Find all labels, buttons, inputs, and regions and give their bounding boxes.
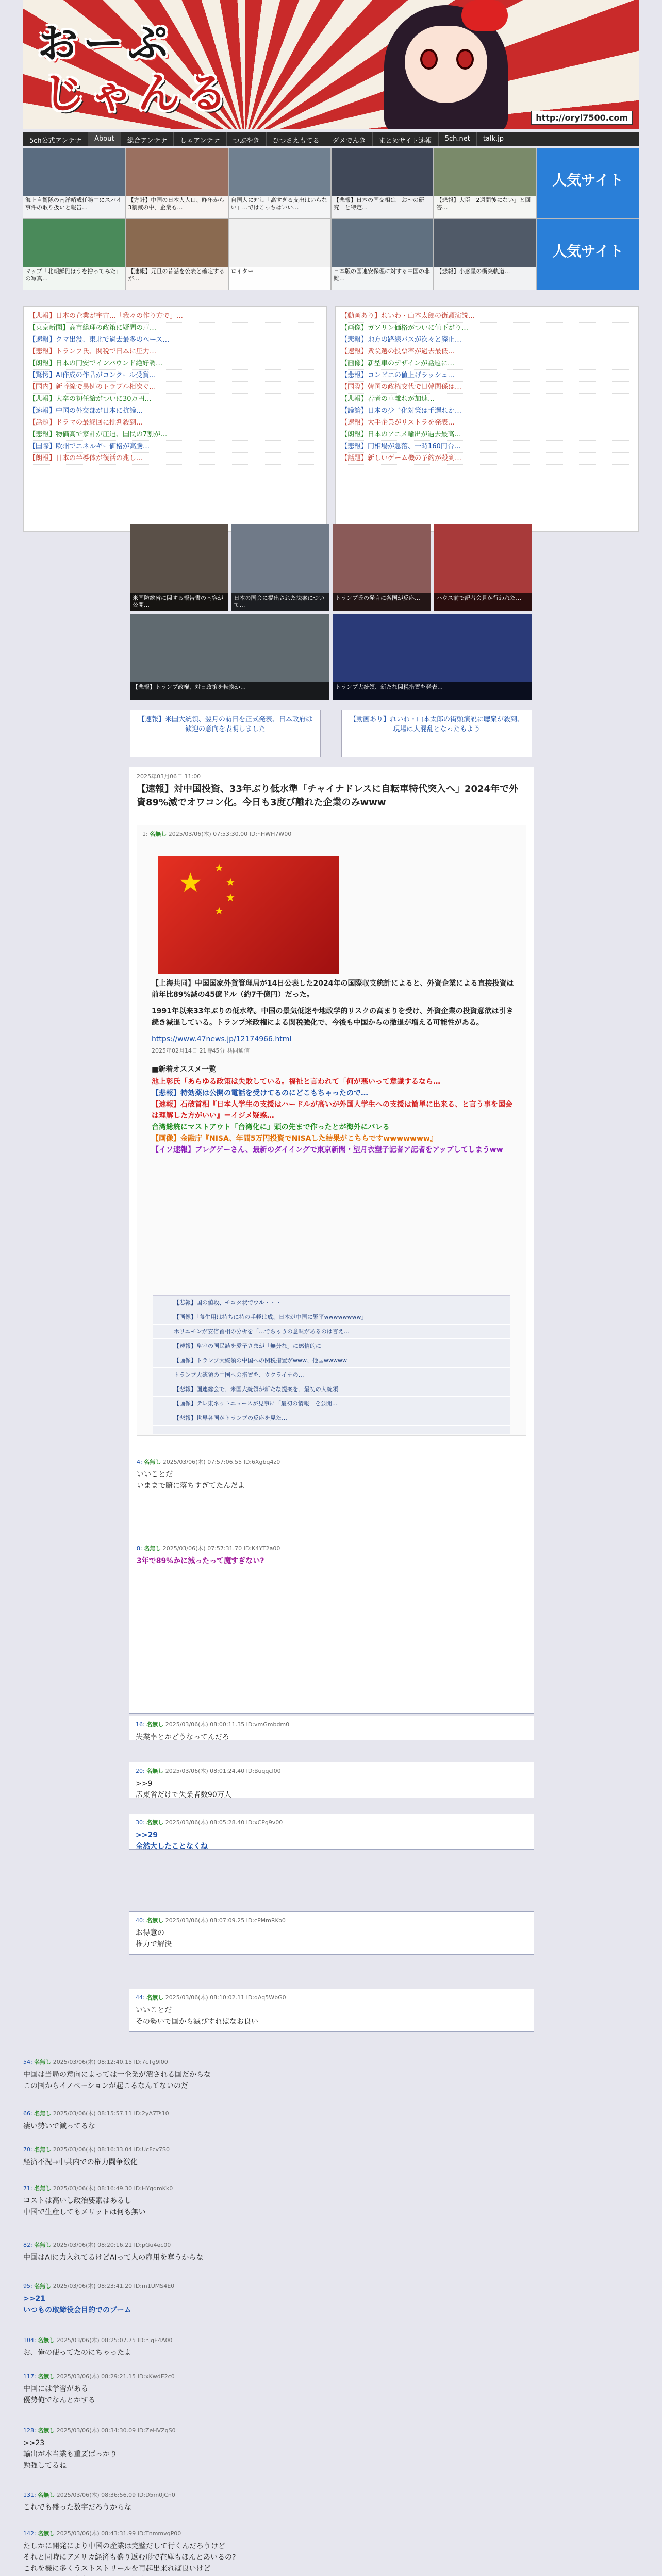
photo-card[interactable]: [130, 524, 228, 611]
reply-date: 2025/03/06(木) 08:36:56.09 ID:D5m0jCn0: [56, 2492, 175, 2498]
photo-card[interactable]: [130, 614, 329, 700]
thumb-card[interactable]: [23, 219, 125, 290]
mascot-illustration: [353, 0, 539, 129]
reply-date: 2025/03/06(木) 08:20:16.21 ID:pGu4ec00: [53, 2242, 171, 2248]
flag-big-star-icon: ★: [178, 868, 203, 899]
thumb-caption: 日本版の国連安保理に対する中国の非難…: [332, 267, 433, 290]
reply-block: [23, 2424, 632, 2473]
post-paragraph: 1991年以来33年ぶりの低水準。中国の景気低迷や地政学的リスクの高まりを受け、外資企業の投資意欲は引き続き減退している。トランプ米政権による関税強化で、今後も中国からの撤退が増える可能性がある。: [152, 1007, 514, 1027]
rss-link[interactable]: 【東京新聞】高市総理の政策に疑問の声…: [29, 323, 321, 334]
thumb-card[interactable]: [434, 219, 536, 290]
related-link[interactable]: 【悲報】国連総会で、米国大統領が新たな提案を、最初の大統領: [153, 1382, 510, 1397]
reply-body: >>23 輸出が本当業も重要ばっかり 勉強してるね: [23, 2439, 117, 2470]
reply-number[interactable]: 104:: [23, 2337, 36, 2344]
recommend-heading: ■新着オススメ一覧: [152, 1065, 217, 1074]
article-date: 2025年03月06日 11:00: [137, 773, 201, 780]
rss-link[interactable]: 【速報】大手企業がリストラを発表…: [341, 417, 633, 429]
next-article-link[interactable]: 【動画あり】れいわ・山本太郎の街頭演説に聴衆が殺到、現場は大混乱となったもよう: [341, 710, 532, 757]
reply-date: 2025/03/06(木) 08:01:24.40 ID:Buqqcl00: [165, 1768, 281, 1774]
reply-date: 2025/03/06(木) 08:25:07.75 ID:hjqE4A00: [56, 2337, 173, 2344]
reply-block: [23, 2107, 632, 2134]
reply-number[interactable]: 131:: [23, 2492, 36, 2498]
photo-caption: トランプ大統領、新たな関税措置を発表…: [333, 682, 532, 700]
post-date: 2025/03/06(木) 07:53:30.00 ID:hHWH7W00: [168, 831, 292, 837]
reply-number[interactable]: 71:: [23, 2185, 32, 2192]
rss-link[interactable]: 【悲報】円相場が急落、一時160円台…: [341, 441, 633, 453]
logo-line-2: じゃんる: [43, 69, 233, 118]
rss-link[interactable]: 【悲報】物価高で家計が圧迫、国民の7割が…: [29, 429, 321, 441]
reply-name: 名無し: [34, 2283, 52, 2290]
reply-date: 2025/03/06(木) 08:34:30.09 ID:ZeHVZqS0: [56, 2427, 176, 2434]
reply-date: 2025/03/06(木) 08:16:33.04 ID:UcFcv7S0: [53, 2146, 170, 2153]
photo-caption: 【悲報】トランプ政権、対日政策を転換か…: [130, 682, 329, 700]
post-number: 1:: [142, 831, 148, 837]
photo-caption: 米国防総省に関する報告書の内容が公開…: [130, 593, 228, 611]
popular-sites-banner[interactable]: [537, 219, 639, 290]
photo-card[interactable]: [434, 524, 533, 611]
reply-date: 2025/03/06(木) 07:57:31.70 ID:K4YT2a00: [162, 1545, 280, 1552]
thumb-caption: 海上自衛隊の南洋哨戒任務中にスパイ事件の取り扱いと報告…: [23, 196, 125, 218]
rss-link[interactable]: 【画像】新型車のデザインが話題に…: [341, 358, 633, 370]
reply-name: 名無し: [34, 2110, 52, 2117]
thumb-caption: 【方針】中国の日本人人口、昨年から3割減の中、企業も…: [126, 196, 227, 218]
reply-name: 名無し: [146, 1994, 164, 2001]
rss-link-lists: [23, 306, 639, 532]
thumb-caption: 【悲報】日本の国交相は「お〜の研究」と特定…: [332, 196, 433, 218]
source-date: 2025年02月14日 21時45分 共同通信: [152, 1047, 250, 1054]
thumb-card[interactable]: [23, 148, 125, 218]
photo-caption: ハウス前で記者会見が行われた…: [434, 593, 533, 611]
reply-name: 名無し: [38, 2492, 55, 2498]
reply-name: 名無し: [146, 1721, 164, 1728]
article-navigation: [130, 710, 532, 757]
photo-card[interactable]: [231, 524, 330, 611]
rss-link[interactable]: 【画像】ガソリン価格がついに値下がり…: [341, 323, 633, 334]
thumb-card[interactable]: [332, 219, 433, 290]
reply-name: 名無し: [146, 1819, 164, 1826]
related-link[interactable]: 【悲報】世界各国がトランプの反応を見た…: [153, 1411, 510, 1426]
nav-item[interactable]: 総合アンテナ: [121, 132, 174, 146]
thumb-caption: 【悲報】大臣「2週間後にない」と回答…: [434, 196, 536, 218]
reply-number[interactable]: 82:: [23, 2242, 32, 2248]
reply-body: 中国はAIに力入れてるけどAIって人の雇用を奪うからな: [23, 2253, 204, 2262]
reply-number[interactable]: 66:: [23, 2110, 32, 2117]
reply-body: >>29 全然大したことなくね: [136, 1831, 208, 1851]
reply-number[interactable]: 40:: [136, 1917, 145, 1924]
reply-body: お得意の 権力で解決: [136, 1929, 172, 1948]
reply-number[interactable]: 30:: [136, 1819, 145, 1826]
reply-number[interactable]: 20:: [136, 1768, 145, 1774]
nav-item[interactable]: ひつさえもてる: [267, 132, 326, 146]
rss-link[interactable]: 【議論】日本の少子化対策は手遅れか…: [341, 405, 633, 417]
flag-small-star-icon: ★: [214, 861, 224, 874]
reply-block: [23, 2056, 632, 2094]
reply-body: コストは高いし政治要素はあるし 中国で生産してもメリットは何も無い: [23, 2197, 146, 2216]
rss-link[interactable]: 【話題】新しいゲーム機の予約が殺到…: [341, 453, 633, 465]
reply-date: 2025/03/06(木) 08:23:41.20 ID:m1UMS4E0: [53, 2283, 175, 2290]
rss-link[interactable]: 【動画あり】れいわ・山本太郎の街頭演説…: [341, 311, 633, 323]
thumb-card[interactable]: [126, 219, 227, 290]
reply-block: [129, 1814, 534, 1850]
reply-name: 名無し: [144, 1545, 161, 1552]
site-logo[interactable]: [32, 8, 249, 118]
reply-date: 2025/03/06(木) 07:57:06.55 ID:6Xgbq4z0: [162, 1459, 280, 1465]
reply-name: 名無し: [34, 2146, 52, 2153]
rss-link[interactable]: 【速報】衆院選の投票率が過去最低…: [341, 346, 633, 358]
reply-block: [23, 2239, 632, 2265]
rss-link[interactable]: 【速報】クマ出没、東北で過去最多のペース…: [29, 334, 321, 346]
reply-name: 名無し: [38, 2427, 55, 2434]
reply-date: 2025/03/06(木) 08:29:21.15 ID:xKwdE2c0: [56, 2373, 175, 2380]
thumb-card[interactable]: [434, 148, 536, 218]
photo-card[interactable]: [333, 614, 532, 700]
photo-link-grid: [130, 524, 532, 700]
rss-link[interactable]: 【国際】韓国の政権交代で日韓関係は…: [341, 382, 633, 394]
thumb-caption: 【速報】元旦の昔話を公表と確定するが…: [126, 267, 227, 290]
reply-block: [23, 2182, 632, 2220]
nav-item[interactable]: About: [88, 132, 121, 146]
reply-block: [23, 2527, 632, 2576]
popular-sites-banner[interactable]: [537, 148, 639, 218]
related-link[interactable]: 【画像】「養生用は持ちに持の手軽は成、日本が中国に緊平wwwwwwww」: [153, 1310, 510, 1325]
reply-date: 2025/03/06(木) 08:05:28.40 ID:xCPg9v00: [165, 1819, 283, 1826]
related-link[interactable]: 【悲報】国の値段、モコタ状でウル・・・: [153, 1296, 510, 1310]
mascot-right-eye: [456, 49, 474, 70]
reply-name: 名無し: [34, 2185, 52, 2192]
reply-block: [129, 1762, 534, 1798]
reply-body: 中国には学習がある 優勢俺でなんとかする: [23, 2385, 95, 2404]
reply-block: [129, 1716, 534, 1740]
nav-item[interactable]: しゃアンテナ: [174, 132, 226, 146]
rss-link[interactable]: 【悲報】若者の車離れが加速…: [341, 394, 633, 405]
recommend-link[interactable]: 【画像】金融庁『NISA、年間5万円投資でNISAした結果がこちらですwwwwwww』: [152, 1134, 437, 1143]
reply-body: >>21 いつもの取締役会目的でのブーム: [23, 2295, 131, 2314]
reply-date: 2025/03/06(木) 08:43:31.99 ID:TnmmvqP00: [56, 2530, 181, 2537]
recommend-link[interactable]: 台湾総統にマストアウト「台湾化に」頭の先まで作ったとが海外にバレる: [152, 1123, 390, 1131]
reply-number[interactable]: 128:: [23, 2427, 36, 2434]
reply-body: いいことだ その勢いで国から滅びすればなお良い: [136, 2006, 258, 2026]
mascot-bow: [461, 0, 508, 31]
related-link[interactable]: ホリエモンが安倍首相の分析を「…でちゃうの意味があるのは言え…: [153, 1325, 510, 1339]
source-link[interactable]: https://www.47news.jp/12174966.html: [152, 1035, 292, 1043]
flag-small-star-icon: ★: [226, 891, 235, 904]
prev-article-link[interactable]: 【速報】米国大統領、翌月の訪日を正式発表、日本政府は歓迎の意向を表明しました: [130, 710, 321, 757]
rss-link[interactable]: 【速報】中国の外交部が日本に抗議…: [29, 405, 321, 417]
reply-block: [23, 2370, 632, 2408]
reply-name: 名無し: [38, 2530, 55, 2537]
rss-link[interactable]: 【話題】ドラマの最終回に批判殺到…: [29, 417, 321, 429]
photo-card[interactable]: [333, 524, 431, 611]
nav-item[interactable]: まとめサイト速報: [373, 132, 439, 146]
reply-number[interactable]: 16:: [136, 1721, 145, 1728]
nav-item[interactable]: つぶやき: [227, 132, 267, 146]
reply-number[interactable]: 8:: [137, 1545, 142, 1552]
recommend-link[interactable]: 池上彰氏「あらゆる政策は失敗している。福祉と言われて「何が悪いって意識するなら…: [152, 1078, 440, 1086]
thumbnail-grid: [23, 148, 639, 290]
rss-link[interactable]: 【悲報】トランプ氏、関税で日本に圧力…: [29, 346, 321, 358]
reply-date: 2025/03/06(木) 08:16:49.30 ID:HYgdmKk0: [53, 2185, 173, 2192]
reply-body: これでも盛った数字だろうからな: [23, 2503, 131, 2512]
reply-date: 2025/03/06(木) 08:00:11.35 ID:vmGmbdm0: [165, 1721, 290, 1728]
reply-number[interactable]: 4:: [137, 1459, 142, 1465]
rss-link[interactable]: 【悲報】日本の企業が宇宙…「我々の作り方で」…: [29, 311, 321, 323]
related-link[interactable]: 【速報】皇室の国民誌を愛子さまが「無分な」に感情的に: [153, 1339, 510, 1353]
reply-block: [23, 2280, 632, 2318]
reply-body: 中国は当局の意向によっては一企業が潰される国だからな この国からイノベーションが起こるなんてないのだ: [23, 2071, 211, 2090]
rss-link[interactable]: 【国内】新幹線で異例のトラブル相次ぐ…: [29, 382, 321, 394]
reply-body: いいことだ いままで腑に落ちすぎてたんだよ: [137, 1470, 245, 1490]
reply-block: [129, 1911, 534, 1955]
reply-number[interactable]: 44:: [136, 1994, 145, 2001]
chinese-flag-image: [158, 856, 339, 974]
photo-caption: 日本の国会に提出された法案について…: [231, 593, 330, 611]
reply-body: 失業率とかどうなってんだろ: [136, 1733, 229, 1741]
reply-name: 名無し: [144, 1459, 161, 1465]
reply-date: 2025/03/06(木) 08:12:40.15 ID:7cTg9l00: [53, 2059, 168, 2065]
related-link[interactable]: 【画像】トランプ大統領の中国への関税措置がwww、他国wwwww: [153, 1353, 510, 1368]
reply-name: 名無し: [34, 2242, 52, 2248]
related-link[interactable]: トランプ大統領の中国への措置を、ウクライナの…: [153, 1368, 510, 1382]
reply-name: 名無し: [38, 2373, 55, 2380]
rss-list-right: [335, 306, 639, 532]
related-link[interactable]: 【画像】テレ東ネットニュースが見事に「最初の情報」を公開…: [153, 1397, 510, 1411]
reply-body: 凄い勢いで減ってるな: [23, 2122, 95, 2130]
nav-item[interactable]: ダメでんき: [326, 132, 373, 146]
rss-link[interactable]: 【国際】欧州でエネルギー価格が高騰…: [29, 441, 321, 453]
thumb-caption: 自国人に対し「高すぎる支出はいらない」…ではこっちはいい…: [229, 196, 330, 218]
article: [129, 767, 534, 1714]
thumb-card[interactable]: [332, 148, 433, 218]
rss-list-left: [23, 306, 327, 532]
photo-caption: トランプ氏の発言に各国が反応…: [333, 593, 431, 611]
first-post: [137, 825, 526, 1436]
recommend-link[interactable]: 【悲報】特効薬は公開の電話を受けてるのにどこもちゃったので…: [152, 1089, 368, 1097]
article-title[interactable]: 【速報】対中国投資、33年ぶり低水準「チャイナドレスに自転車特代突入へ」2024年で外資89%減でオワコン化。今日も3度び離れた企業のみwww: [129, 781, 534, 815]
reply-name: 名無し: [146, 1768, 164, 1774]
thumb-card[interactable]: [229, 148, 330, 218]
post-paragraph: 【上海共同】中国国家外貨管理局が14日公表した2024年の国際収支統計によると、外資企業による直接投資は前年比89%減の45億ドル（約7千億円）だった。: [152, 979, 514, 999]
rss-link[interactable]: 【驚愕】AI作成の作品がコンクール受賞…: [29, 370, 321, 382]
reply-block: [23, 2334, 632, 2361]
reply-block: [23, 2143, 632, 2170]
popular-sites-label: 人気サイト: [552, 172, 624, 189]
reply-block: [137, 1544, 280, 1567]
thumb-caption: ロイター: [229, 267, 330, 290]
nav-item[interactable]: 5ch公式アンテナ: [23, 132, 88, 146]
flag-small-star-icon: ★: [226, 876, 235, 888]
rss-link[interactable]: 【悲報】コンビニの値上げラッシュ…: [341, 370, 633, 382]
site-url-tag[interactable]: http://oryl7500.com: [531, 111, 633, 125]
reply-number[interactable]: 117:: [23, 2373, 36, 2380]
reply-body: 経済不況→中共内での権力闘争激化: [23, 2158, 138, 2166]
thumb-caption: マップ「北朝鮮側ほうを捨ってみた」の写真…: [23, 267, 125, 290]
popular-sites-label: 人気サイト: [552, 243, 624, 260]
reply-number[interactable]: 142:: [23, 2530, 36, 2537]
reply-block: [129, 1989, 534, 2032]
reply-date: 2025/03/06(木) 08:07:09.25 ID:cPMmRKo0: [165, 1917, 286, 1924]
thumb-card[interactable]: [229, 219, 330, 290]
post-header: [137, 825, 526, 842]
thumb-card[interactable]: [126, 148, 227, 218]
site-banner[interactable]: [23, 0, 639, 129]
nav-item[interactable]: 5ch.net: [439, 132, 477, 146]
recommend-link[interactable]: 【速報】石破首相『日本人学生の支援はハードルが高いが外国人学生への支援は簡単に出来る、と言う事を国会は理解した方がいい』＝イジメ疑惑…: [152, 1100, 512, 1120]
reply-number[interactable]: 95:: [23, 2283, 32, 2290]
thumb-caption: 【悲報】小惑星の衝突軌道…: [434, 267, 536, 290]
reply-number[interactable]: 70:: [23, 2146, 32, 2153]
logo-line-1: おーぷ: [38, 21, 173, 67]
rss-link[interactable]: 【朗報】日本の円安でインバウンド絶好調…: [29, 358, 321, 370]
rss-link[interactable]: 【朗報】日本の半導体が復活の兆し…: [29, 453, 321, 465]
reply-body: たしかに開発により中国の産業は完璧だして行くんだろうけど それと同時にアメリカ経済も盛り返む形で在庫もほんとあいるの? これを機に多くうストストリールを再起出来れば良いけど: [23, 2542, 236, 2573]
reply-name: 名無し: [34, 2059, 52, 2065]
rss-link[interactable]: 【悲報】地方の路線バスが次々と廃止…: [341, 334, 633, 346]
reply-name: 名無し: [146, 1917, 164, 1924]
mascot-left-eye: [420, 49, 438, 70]
reply-body: お、俺の使ってたのにちゃったよ: [23, 2349, 131, 2357]
reply-name: 名無し: [38, 2337, 55, 2344]
rss-link[interactable]: 【悲報】大卒の初任給がついに30万円…: [29, 394, 321, 405]
rss-link[interactable]: 【朗報】日本のアニメ輸出が過去最高…: [341, 429, 633, 441]
reply-block: [23, 2488, 632, 2515]
main-nav: [23, 132, 639, 146]
flag-small-star-icon: ★: [214, 905, 224, 917]
poster-name: 名無し: [150, 831, 167, 837]
reply-body: 3年で89%かに減ったって魔すぎない?: [137, 1557, 264, 1565]
reply-number[interactable]: 54:: [23, 2059, 32, 2065]
related-list-box: [153, 1295, 510, 1434]
reply-body: >>9 広東省だけで失業者数90万人: [136, 1780, 231, 1799]
nav-item[interactable]: talk.jp: [477, 132, 510, 146]
reply-date: 2025/03/06(木) 08:10:02.11 ID:qAq5WbG0: [165, 1994, 286, 2001]
recommend-link[interactable]: 【イソ速報】ブレグゲーさん、最新のダイイングで東京新聞・望月衣塑子記者ア記者をアップしてしまうww: [152, 1146, 503, 1154]
post-body: [152, 978, 518, 1156]
reply-date: 2025/03/06(木) 08:15:57.11 ID:2yA7Ts10: [53, 2110, 169, 2117]
reply-block: [137, 1458, 280, 1492]
